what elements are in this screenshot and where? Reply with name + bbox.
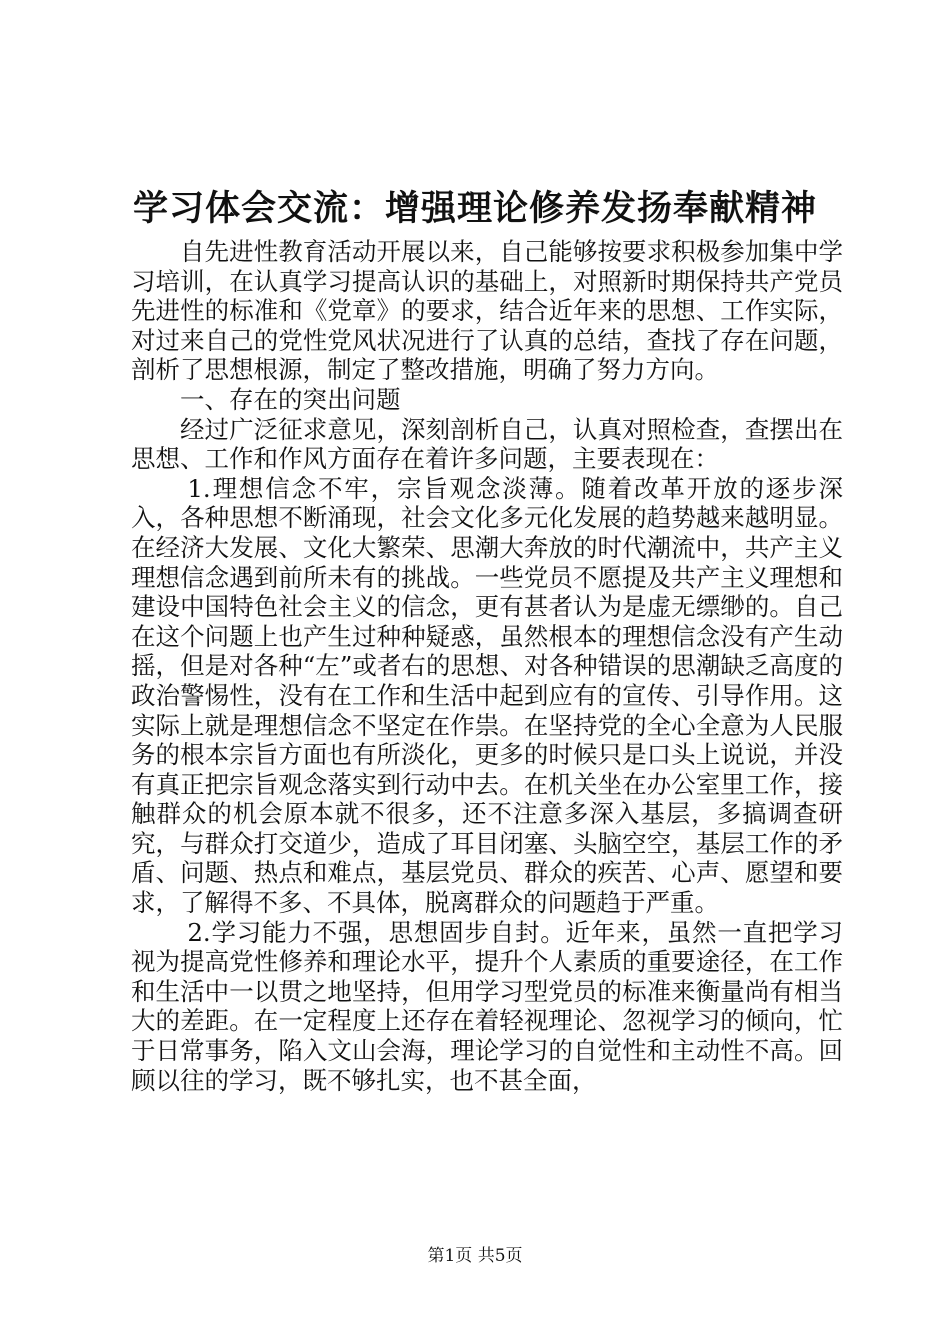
document-title: 学习体会交流：增强理论修养发扬奉献精神 xyxy=(132,188,817,229)
section-heading: 一、存在的突出问题 xyxy=(180,384,401,414)
paragraph-item-2: 2.学习能力不强，思想固步自封。近年来，虽然一直把学习视为提高党性修养和理论水平，提升个人素质的重要途径，在工作和生活中一以贯之地坚持，但用学习型党员的标准来衡量尚有相当大的差距。在一定程度上还存在着轻视理论、忽视学习的倾向，忙于日常事务，陷入文山会海，理论学习的自觉性和主动性不高。回顾以往的学习，既不够扎实，也不甚全面， xyxy=(131,917,843,1095)
page-footer: 第1页 共5页 xyxy=(427,1246,523,1266)
paragraph-overview: 经过广泛征求意见，深刻剖析自己，认真对照检查，查摆出在思想、工作和作风方面存在着许多问题，主要表现在： xyxy=(131,414,843,474)
paragraph-item-1: 1.理想信念不牢，宗旨观念淡薄。随着改革开放的逐步深入，各种思想不断涌现，社会文化多元化发展的趋势越来越明显。在经济大发展、文化大繁荣、思潮大奔放的时代潮流中，共产主义理想信念遇到前所未有的挑战。一些党员不愿提及共产主义理想和建设中国特色社会主义的信念，更有甚者认为是虚无缥缈的。自己在这个问题上也产生过种种疑惑，虽然根本的理想信念没有产生动摇，但是对各种“左”或者右的思想、对各种错误的思潮缺乏高度的政治警惕性，没有在工作和生活中起到应有的宣传、引导作用。这实际上就是理想信念不坚定在作祟。在坚持党的全心全意为人民服务的根本宗旨方面也有所淡化，更多的时候只是口头上说说，并没有真正把宗旨观念落实到行动中去。在机关坐在办公室里工作，接触群众的机会原本就不很多，还不注意多深入基层，多搞调查研究，与群众打交道少，造成了耳目闭塞、头脑空空，基层工作的矛盾、问题、热点和难点，基层党员、群众的疾苦、心声、愿望和要求，了解得不多、不具体，脱离群众的问题趋于严重。 xyxy=(131,473,843,918)
paragraph-intro: 自先进性教育活动开展以来，自己能够按要求积极参加集中学习培训，在认真学习提高认识的基础上，对照新时期保持共产党员先进性的标准和《党章》的要求，结合近年来的思想、工作实际，对过来自己的党性党风状况进行了认真的总结，查找了存在问题，剖析了思想根源，制定了整改措施，明确了努力方向。 xyxy=(131,237,843,385)
document-body xyxy=(131,237,843,1095)
